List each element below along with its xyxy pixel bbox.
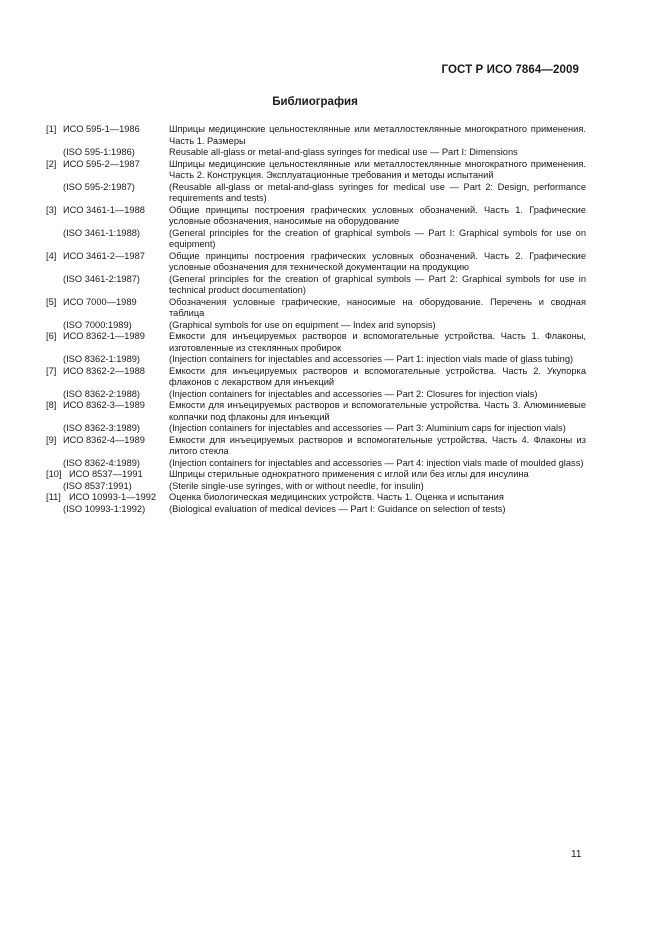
entry-number: [7]	[46, 365, 57, 376]
entry-number: [11]	[46, 492, 61, 502]
entry-number: [10]	[46, 469, 62, 479]
entry-title-ru: Емкости для инъецируемых растворов и вспомогательные устройства. Часть 3. Алюминиевые колпачки под флаконы для инъекций	[169, 400, 586, 422]
bibliography-entry-en	[46, 504, 586, 516]
entry-title-ru: Емкости для инъецируемых растворов и вспомогательные устройства. Часть 1. Флаконы, изготовленные из стеклянных пробирок	[169, 331, 586, 353]
entry-title-ru: Емкости для инъецируемых растворов и вспомогательные устройства. Часть 4. Флаконы из литого стекла	[169, 434, 586, 456]
bibliography-entry-en	[46, 182, 586, 205]
entry-reference: ИСО 595-2—1987	[63, 158, 140, 169]
entry-title-en: (Reusable all-glass or metal-and-glass syringes for medical use — Part 2: Design, performance requirements and tests)	[169, 181, 586, 203]
bibliography-entry	[46, 492, 586, 504]
bibliography-entry	[46, 331, 586, 354]
page-number: 11	[571, 849, 582, 860]
entry-number: [8]	[46, 400, 57, 410]
entry-reference-en: (ISO 8362-3:1989)	[63, 423, 141, 433]
standard-designation: ГОСТ Р ИСО 7864—2009	[441, 64, 579, 76]
entry-reference-en: (ISO 10993-1:1992)	[63, 503, 146, 514]
entry-number: [6]	[46, 331, 57, 341]
entry-reference-en: (ISO 3461-1:1988)	[63, 227, 141, 238]
bibliography-entry	[46, 435, 586, 458]
entry-number: [1]	[46, 124, 57, 134]
bibliography-entry-en	[46, 458, 586, 470]
bibliography-entry-en	[46, 389, 586, 401]
entry-reference-en: (ISO 8537:1991)	[63, 480, 132, 491]
bibliography-entry-en	[46, 147, 586, 159]
entry-reference: ИСО 8362-1—1989	[63, 331, 145, 341]
entry-number: [9]	[46, 434, 57, 445]
entry-number: [3]	[46, 204, 57, 215]
entry-number: [4]	[46, 250, 57, 261]
entry-title-ru: Общие принципы построения графических условных обозначений. Часть 2. Графические условные обозначения для технической документации на продукцию	[169, 250, 586, 272]
entry-title-ru: Емкости для инъецируемых растворов и вспомогательные устройства. Часть 2. Укупорка флаконов с лекарством для инъекций	[169, 365, 586, 387]
entry-title-ru: Шприцы медицинские цельностеклянные или металлостеклянные многократного применения. Часть 2. Конструкция. Эксплуатационные требования и методы испытаний	[169, 158, 586, 180]
bibliography-entry	[46, 159, 586, 182]
bibliography-entry	[46, 366, 586, 389]
entry-reference-en: (ISO 8362-1:1989)	[63, 354, 141, 364]
entry-reference: ИСО 3461-1—1988	[63, 204, 145, 215]
entry-title-en: (Injection containers for injectables and accessories — Part 3: Aluminium caps for injection vials)	[169, 423, 566, 433]
entry-title-en: (General principles for the creation of graphical symbols — Part I: Graphical symbols for use on equipment)	[169, 227, 586, 249]
bibliography-entry	[46, 205, 586, 228]
bibliography-list	[46, 124, 586, 515]
entry-reference-en: (ISO 595-1:1986)	[63, 147, 135, 157]
entry-reference: ИСО 8537—1991	[69, 469, 143, 479]
entry-title-ru: Общие принципы построения графических условных обозначений. Часть 1. Графические условные обозначения, наносимые на оборудование	[169, 204, 586, 226]
entry-reference: ИСО 8362-3—1989	[63, 400, 145, 410]
entry-title-en: (General principles for the creation of graphical symbols — Part 2: Graphical symbols for use in technical product documentation)	[169, 273, 586, 295]
bibliography-entry-en	[46, 354, 586, 366]
bibliography-entry-en	[46, 423, 586, 435]
entry-reference-en: (ISO 8362-4:1989)	[63, 457, 141, 468]
entry-title-en: (Biological evaluation of medical devices — Part I: Guidance on selection of tests)	[169, 503, 506, 514]
bibliography-entry	[46, 124, 586, 147]
bibliography-entry	[46, 251, 586, 274]
entry-reference-en: (ISO 595-2:1987)	[63, 181, 135, 192]
entry-title-en: (Injection containers for injectables and accessories — Part 1: injection vials made of glass tubing)	[169, 354, 574, 364]
entry-title-en: (Injection containers for injectables and accessories — Part 4: injection vials made of moulded glass)	[169, 457, 584, 468]
entry-reference: ИСО 3461-2—1987	[63, 250, 145, 261]
entry-title-en: (Injection containers for injectables and accessories — Part 2: Closures for injection vials)	[169, 388, 538, 399]
entry-reference: ИСО 10993-1—1992	[69, 492, 157, 502]
bibliography-entry	[46, 400, 586, 423]
entry-reference: ИСО 8362-2—1988	[63, 365, 145, 376]
bibliography-entry-en	[46, 274, 586, 297]
entry-reference-en: (ISO 3461-2:1987)	[63, 273, 141, 284]
entry-number: [2]	[46, 158, 57, 169]
entry-title-en: (Graphical symbols for use on equipment — Index and synopsis)	[169, 319, 436, 330]
entry-reference: ИСО 7000—1989	[63, 296, 137, 307]
bibliography-entry	[46, 297, 586, 320]
entry-reference: ИСО 8362-4—1989	[63, 434, 145, 445]
entry-title-ru: Шприцы медицинские цельностеклянные или металлостеклянные многократного применения. Часть 1. Размеры	[169, 124, 586, 146]
bibliography-entry	[46, 469, 586, 481]
entry-title-ru: Обозначения условные графические, наносимые на оборудование. Перечень и сводная таблица	[169, 296, 586, 318]
bibliography-entry-en	[46, 320, 586, 332]
entry-title-ru: Оценка биологическая медицинских устройств. Часть 1. Оценка и испытания	[169, 492, 504, 502]
entry-title-en: (Sterile single-use syringes, with or without needle, for insulin)	[169, 480, 424, 491]
bibliography-entry-en	[46, 481, 586, 493]
entry-number: [5]	[46, 296, 57, 307]
entry-title-en: Reusable all-glass or metal-and-glass syringes for medical use — Part I: Dimensions	[169, 147, 518, 157]
entry-reference-en: (ISO 8362-2:1988)	[63, 388, 141, 399]
entry-reference-en: (ISO 7000:1989)	[63, 319, 132, 330]
entry-reference: ИСО 595-1—1986	[63, 124, 140, 134]
page-title: Библиография	[272, 96, 358, 108]
entry-title-ru: Шприцы стерильные однократного применения с иглой или без иглы для инсулина	[169, 469, 529, 479]
bibliography-entry-en	[46, 228, 586, 251]
